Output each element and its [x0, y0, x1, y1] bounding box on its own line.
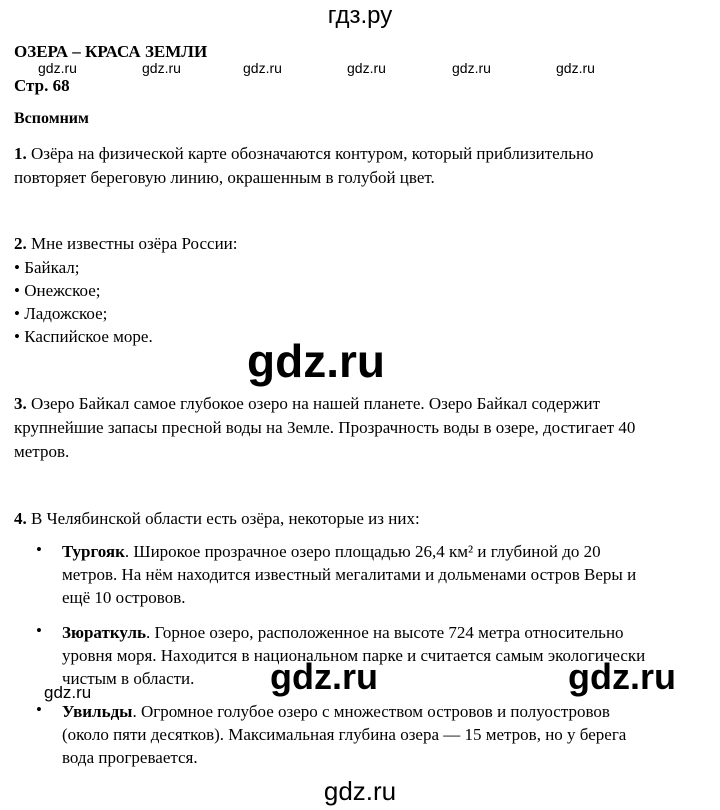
- watermark: gdz.ru: [38, 60, 77, 76]
- answer-text: Мне известны озёра России:: [31, 234, 238, 253]
- page-number: Стр. 68: [14, 76, 70, 95]
- lake-text: . Горное озеро, расположенное на высоте 724 метра относительно: [146, 623, 624, 642]
- bullet: •: [36, 621, 42, 640]
- lake-description-line: [62, 621, 624, 644]
- lake-list-item: • Каспийское море.: [14, 327, 153, 346]
- answer-text: Озеро Байкал самое глубокое озеро на нашей планете. Озеро Байкал содержит: [31, 394, 601, 413]
- answer-4-intro: [14, 507, 420, 530]
- watermark-footer: gdz.ru: [323, 776, 397, 806]
- lake-description-line: уровня моря. Находится в национальном парке и считается самым экологически: [62, 646, 646, 665]
- watermark-large: gdz.ru: [270, 656, 378, 697]
- section-heading: Вспомним: [14, 110, 89, 127]
- lake-description-line: [62, 540, 601, 563]
- lake-list-item: • Байкал;: [14, 258, 80, 277]
- bullet: •: [36, 540, 42, 559]
- answer-number: 1.: [14, 144, 27, 163]
- site-title: гдз.ру: [327, 2, 393, 29]
- answer-text: В Челябинской области есть озёра, некоторые из них:: [31, 509, 420, 528]
- answer-text: Озёра на физической карте обозначаются контуром, который приблизительно: [31, 144, 594, 163]
- lake-name: Зюраткуль: [62, 623, 146, 642]
- lake-name: Тургояк: [62, 542, 125, 561]
- watermark: gdz.ru: [556, 60, 595, 76]
- lake-description-line: (около пяти десятков). Максимальная глубина озера — 15 метров, но у берега: [62, 725, 627, 744]
- answer-number: 4.: [14, 509, 27, 528]
- lake-list-item: • Онежское;: [14, 281, 101, 300]
- watermark-large: gdz.ru: [568, 656, 676, 697]
- answer-number: 2.: [14, 234, 27, 253]
- watermark: gdz.ru: [44, 683, 92, 702]
- lake-description-line: ещё 10 островов.: [62, 588, 186, 607]
- answer-3-line: метров.: [14, 442, 70, 461]
- lake-description-line: [62, 700, 610, 723]
- bullet: •: [36, 700, 42, 719]
- watermark: gdz.ru: [452, 60, 491, 76]
- answer-number: 3.: [14, 394, 27, 413]
- watermark: gdz.ru: [142, 60, 181, 76]
- answer-3-line: крупнейшие запасы пресной воды на Земле. Прозрачность воды в озере, достигает 40: [14, 418, 636, 437]
- lake-text: . Широкое прозрачное озеро площадью 26,4 км² и глубиной до 20: [124, 542, 601, 561]
- lake-name: Увильды: [62, 702, 133, 721]
- answer-3-line: [14, 392, 600, 415]
- watermark-large: gdz.ru: [247, 335, 385, 387]
- lake-description-line: чистым в области.: [62, 669, 195, 688]
- document-title: ОЗЕРА – КРАСА ЗЕМЛИ: [14, 42, 208, 61]
- watermark: gdz.ru: [243, 60, 282, 76]
- lake-description-line: метров. На нём находится известный мегалитами и дольменами остров Веры и: [62, 565, 637, 584]
- answer-1-line: повторяет береговую линию, окрашенным в голубой цвет.: [14, 168, 435, 187]
- lake-list-item: • Ладожское;: [14, 304, 108, 323]
- answer-1-line: [14, 142, 594, 165]
- answer-2-intro: [14, 232, 237, 255]
- lake-description-line: вода прогревается.: [62, 748, 198, 767]
- lake-text: . Огромное голубое озеро с множеством островов и полуостровов: [132, 702, 610, 721]
- watermark: gdz.ru: [347, 60, 386, 76]
